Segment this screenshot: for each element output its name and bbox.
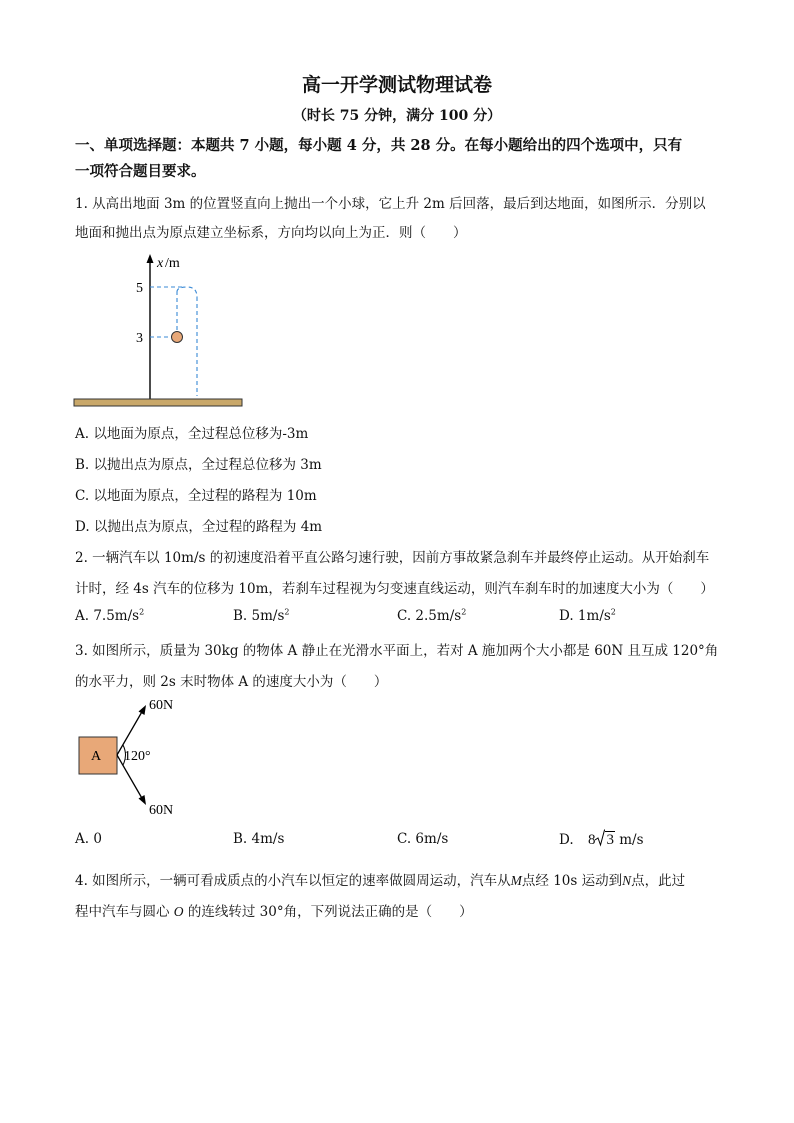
q3-option-c: C. 6m/s (397, 831, 449, 847)
q1-tick-5: 5 (136, 281, 143, 296)
q3-figure (74, 692, 204, 822)
q1-axis-var: x (157, 256, 164, 271)
q1-option-b: B. 以抛出点为原点，全过程总位移为 3m (75, 457, 322, 473)
q1-ball (172, 332, 183, 343)
q1-option-d: D. 以抛出点为原点，全过程的路程为 4m (75, 519, 323, 535)
page-subtitle: （时长 75 分钟，满分 100 分） (292, 108, 502, 124)
q1-stem-line1: 1. 从高出地面 3m 的位置竖直向上抛出一个小球，它上升 2m 后回落，最后到达地面，如图所示．分别以 (75, 196, 706, 212)
q3-stem-line1: 3. 如图所示，质量为 30kg 的物体 A 静止在光滑水平面上，若对 A 施加两个大小都是 60N 且互成 120°角 (75, 643, 719, 659)
q1-axis-arrowhead (147, 254, 154, 263)
q4-stem-line1: 4. 如图所示，一辆可看成质点的小汽车以恒定的速率做圆周运动，汽车从M点经 10s 运动到N点，此过 (75, 873, 686, 889)
q3-block-label: A (91, 749, 102, 764)
q2-option-c: C. $2.5m/s^2$ (397, 607, 467, 624)
page-title: 高一开学测试物理试卷 (301, 74, 492, 96)
q1-option-a: A. 以地面为原点，全过程总位移为-3m (75, 426, 309, 442)
q2-option-d: D. $1m/s^2$ (559, 607, 616, 624)
q3-option-a: A. 0 (75, 831, 102, 847)
q2-stem-line1: 2. 一辆汽车以 10m/s 的初速度沿着平直公路匀速行驶，因前方事故紧急刹车并最终停止运动。从开始刹车 (75, 550, 710, 566)
q1-tick-3: 3 (136, 331, 143, 346)
q1-figure (70, 250, 250, 412)
q1-option-c: C. 以地面为原点，全过程的路程为 10m (75, 488, 317, 504)
q3-force-bottom-arrowhead (139, 795, 147, 805)
section1-heading-line1: 一、单项选择题：本题共 7 小题，每小题 4 分，共 28 分。在每小题给出的四个选项中，只有 (75, 137, 683, 154)
q3-stem-line2: 的水平力，则 2s 末时物体 A 的速度大小为（ ） (75, 674, 388, 690)
q4-stem-line2: 程中汽车与圆心 O 的连线转过 30°角，下列说法正确的是（ ） (75, 904, 473, 920)
section1-heading-line2: 一项符合题目要求。 (75, 163, 206, 180)
q2-option-b: B. $5m/s^2$ (233, 607, 290, 624)
q2-stem-line2: 计时，经 4s 汽车的位移为 10m，若刹车过程视为匀变速直线运动，则汽车刹车时的加速度大小为（ ） (75, 581, 714, 597)
q3-force-top-arrowhead (139, 705, 147, 715)
q2-option-a: A. $7.5m/s^2$ (75, 607, 145, 624)
q3-option-d: D. 8 3 m/s (559, 829, 644, 849)
q3-sqrt-sign (595, 829, 605, 847)
q3-force-bottom-label: 60N (149, 803, 174, 818)
q1-stem-line2: 地面和抛出点为原点建立坐标系，方向均以向上为正．则（ ） (75, 225, 467, 241)
q1-path-top (177, 287, 197, 297)
q1-ground (74, 399, 242, 406)
q3-force-top-label: 60N (149, 698, 174, 713)
q1-axis-unit: /m (165, 256, 180, 271)
q3-angle-label: 120° (124, 749, 151, 764)
q3-option-b: B. 4m/s (233, 831, 285, 847)
